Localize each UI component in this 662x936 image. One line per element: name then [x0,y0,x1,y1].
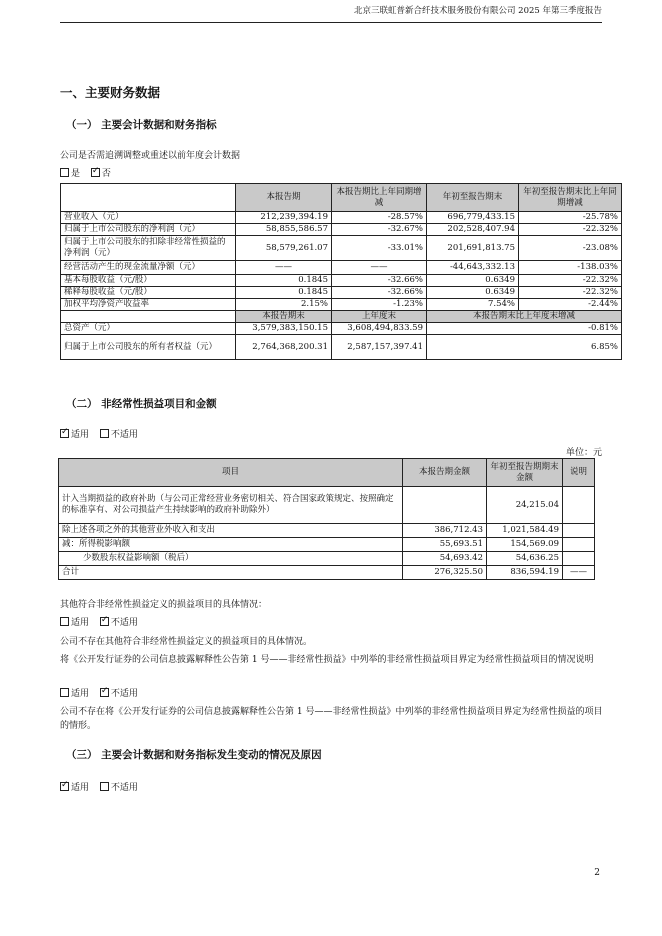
checkbox-unchecked-icon [60,617,69,626]
checkbox-checked-icon [91,168,100,177]
note-1: 其他符合非经常性损益定义的损益项目的具体情况： [60,600,268,610]
table-row: 除上述各项之外的其他营业外收入和支出 386,712.43 1,021,584.49 [59,524,595,538]
checkbox-checked-icon [100,688,109,697]
table-row: 稀释每股收益（元/股） 0.1845 -32.66% 0.6349 -22.32% [61,287,622,299]
apply-options-2: 适用 ✓ 不适用 [60,615,146,628]
table-row: 减：所得税影响额 55,693.51 154,569.09 [59,538,595,552]
table-row: 加权平均净资产收益率 2.15% -1.23% 7.54% -2.44% [61,299,622,311]
unit-label: 单位：元 [565,448,602,458]
table-header-row: 本报告期末 上年度末 本报告期末比上年度末增减 [61,311,622,323]
table-row: 经营活动产生的现金流量净额（元） —— —— -44,643,332.13 -138.03% [61,261,622,275]
table-row: 基本每股收益（元/股） 0.1845 -32.66% 0.6349 -22.32% [61,275,622,287]
apply-options-3: 适用 ✓ 不适用 [60,686,146,699]
table-row: 计入当期损益的政府补助（与公司正常经营业务密切相关、符合国家政策规定、按照确定的标准享有、对公司损益产生持续影响的政府补助除外） 24,215.04 [59,487,595,524]
checkbox-checked-icon [60,782,69,791]
non-recurring-items-table [58,458,595,580]
table-row: 总资产（元） 3,579,383,150.15 3,608,494,833.59 -0.81% [61,323,622,335]
checkbox-unchecked-icon [100,782,109,791]
page-header: 北京三联虹普新合纤技术服务股份有限公司 2025 年第三季度报告 [60,0,602,23]
checkbox-unchecked-icon [60,688,69,697]
table-row: 少数股东权益影响额（税后） 54,693.42 54,636.25 [59,552,595,566]
checkbox-checked-icon [60,429,69,438]
table-row: 归属于上市公司股东的所有者权益（元） 2,764,368,200.31 2,587,157,397.41 6.85% [61,335,622,360]
subsection-title-1: （一） 主要会计数据和财务指标 [66,119,217,131]
checkbox-checked-icon [100,617,109,626]
subsection-title-3: （三） 主要会计数据和财务指标发生变动的情况及原因 [66,749,322,761]
note-2: 公司不存在其他符合非经常性损益定义的损益项目的具体情况。 [60,637,313,647]
note-4: 公司不存在将《公开发行证券的公司信息披露解释性公告第 1 号——非经常性损益》中列举的非经常性损益项目界定为经常性损益的项目的情形。 [60,707,603,731]
table-row: 归属于上市公司股东的净利润（元） 58,855,586.57 -32.67% 202,528,407.94 -22.32% [61,224,622,236]
table-header-row: 项目 本报告期金额 年初至报告期期末金额 说明 [59,459,595,487]
table-row: 归属于上市公司股东的扣除非经常性损益的净利润（元） 58,579,261.07 -33.01% 201,691,813.75 -23.08% [61,236,622,261]
note-3: 将《公开发行证券的公司信息披露解释性公告第 1 号——非经常性损益》中列举的非经常性损益项目界定为经常性损益项目的情况说明 [60,655,594,665]
checkbox-unchecked-icon [100,429,109,438]
restate-options: 是 ✓ 否 [60,166,119,179]
table-header-row: 本报告期 本报告期比上年同期增减 年初至报告期末 年初至报告期末比上年同期增减 [61,184,622,212]
restate-question: 公司是否需追溯调整或重述以前年度会计数据 [60,151,241,161]
table-row: 营业收入（元） 212,239,394.19 -28.57% 696,779,433.15 -25.78% [61,212,622,224]
checkbox-unchecked-icon [60,168,69,177]
apply-options-4: ✓适用 不适用 [60,780,146,793]
section-title: 一、主要财务数据 [60,85,161,100]
subsection-title-2: （二） 非经常性损益项目和金额 [66,398,217,410]
apply-options-1: ✓适用 不适用 [60,427,146,440]
page-number: 2 [594,868,600,878]
financial-indicators-table [60,183,622,360]
table-row: 合计 276,325.50 836,594.19 —— [59,566,595,580]
